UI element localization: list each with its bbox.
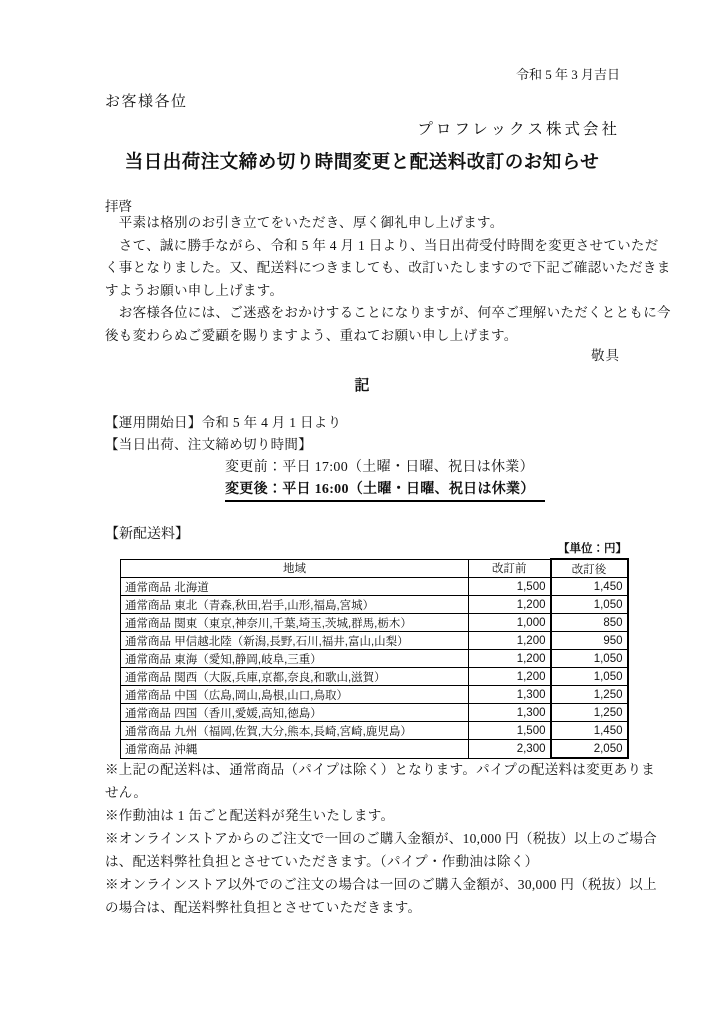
table-row <box>121 668 628 686</box>
operation-start-date: 【運用開始日】令和 5 年 4 月 1 日より <box>105 415 342 430</box>
table-row <box>121 596 628 614</box>
region-cell: 通常商品 関西（大阪,兵庫,京都,奈良,和歌山,滋賀） <box>121 668 469 686</box>
price-before-cell: 1,300 <box>469 686 551 704</box>
company-name: プロフレックス株式会社 <box>417 121 620 138</box>
price-after-cell: 1,050 <box>551 668 628 686</box>
table-row <box>121 704 628 722</box>
table-header-row <box>121 559 628 578</box>
note-line: ※上記の配送料は、通常商品（パイプは除く）となります。パイプの配送料は変更ありま <box>105 762 656 777</box>
body-line: すようお願い申し上げます。 <box>105 282 284 298</box>
body-line: く事となりました。又、配送料につきましても、改訂いたしますので下記ご確認いただきま <box>105 260 671 276</box>
body-line: 平素は格別のお引き立てをいただき、厚く御礼申し上げます。 <box>105 215 504 230</box>
shipping-fee-table-wrapper <box>120 558 629 759</box>
table-body <box>121 578 628 759</box>
region-cell: 通常商品 甲信越北陸（新潟,長野,石川,福井,富山,山梨） <box>121 632 469 650</box>
letter-date: 令和 5 年 3 月吉日 <box>515 67 620 82</box>
table-row <box>121 650 628 668</box>
table-row <box>121 686 628 704</box>
note-line: ※オンラインストア以外でのご注文の場合は一回のご購入金額が、30,000 円（税抜）以上 <box>105 877 657 892</box>
table-row <box>121 632 628 650</box>
region-cell: 通常商品 東海（愛知,静岡,岐阜,三重） <box>121 650 469 668</box>
price-before-cell: 1,300 <box>469 704 551 722</box>
price-after-cell: 1,250 <box>551 704 628 722</box>
note-line: せん。 <box>105 785 148 800</box>
shipping-fee-table <box>120 558 629 759</box>
price-before-cell: 1,200 <box>469 596 551 614</box>
region-cell: 通常商品 四国（香川,愛媛,高知,徳島） <box>121 704 469 722</box>
salutation: 拝啓 <box>105 199 132 214</box>
note-line: ※作動油は 1 缶ごと配送料が発生いたします。 <box>105 808 395 823</box>
body-line: お客様各位には、ご迷惑をおかけすることになりますが、何卒ご理解いただくとともに今 <box>105 305 671 321</box>
record-marker: 記 <box>354 378 370 394</box>
price-after-cell: 1,250 <box>551 686 628 704</box>
region-cell: 通常商品 関東（東京,神奈川,千葉,埼玉,茨城,群馬,栃木） <box>121 614 469 632</box>
letter-title: 当日出荷注文締め切り時間変更と配送料改訂のお知らせ <box>124 153 600 173</box>
price-after-cell: 850 <box>551 614 628 632</box>
region-cell: 通常商品 九州（福岡,佐賀,大分,熊本,長崎,宮崎,鹿児島） <box>121 722 469 740</box>
col-header-after: 改訂後 <box>551 559 628 578</box>
table-row <box>121 722 628 740</box>
table-row <box>121 578 628 596</box>
unit-label: 【単位：円】 <box>558 543 627 555</box>
region-cell: 通常商品 北海道 <box>121 578 469 596</box>
price-after-cell: 1,450 <box>551 578 628 596</box>
note-line: は、配送料弊社負担とさせていただきます。（パイプ・作動油は除く） <box>105 854 539 869</box>
recipient: お客様各位 <box>105 94 188 110</box>
new-shipping-fee-heading: 【新配送料】 <box>105 527 189 542</box>
price-before-cell: 1,200 <box>469 650 551 668</box>
note-line: ※オンラインストアからのご注文で一回のご購入金額が、10,000 円（税抜）以上のご場合 <box>105 831 657 846</box>
price-before-cell: 2,300 <box>469 740 551 759</box>
body-paragraphs <box>105 212 671 348</box>
closing-word: 敬具 <box>591 348 620 363</box>
cutoff-after-line <box>225 478 545 502</box>
price-after-cell: 1,450 <box>551 722 628 740</box>
price-before-cell: 1,200 <box>469 668 551 686</box>
cutoff-after-underlined-text: 変更後：平日 16:00（土曜・日曜、祝日は休業） <box>225 478 545 502</box>
region-cell: 通常商品 東北（青森,秋田,岩手,山形,福島,宮城） <box>121 596 469 614</box>
table-row <box>121 614 628 632</box>
body-line: さて、誠に勝手ながら、令和 5 年 4 月 1 日より、当日出荷受付時間を変更させていただ <box>105 237 659 253</box>
price-before-cell: 1,000 <box>469 614 551 632</box>
col-header-before: 改訂前 <box>469 559 551 578</box>
region-cell: 通常商品 中国（広島,岡山,島根,山口,鳥取） <box>121 686 469 704</box>
price-before-cell: 1,200 <box>469 632 551 650</box>
cutoff-heading: 【当日出荷、注文締め切り時間】 <box>105 437 312 452</box>
region-cell: 通常商品 沖縄 <box>121 740 469 759</box>
price-after-cell: 2,050 <box>551 740 628 759</box>
price-after-cell: 1,050 <box>551 650 628 668</box>
body-line: 後も変わらぬご愛顧を賜りますよう、重ねてお願い申し上げます。 <box>105 327 518 343</box>
price-before-cell: 1,500 <box>469 722 551 740</box>
cutoff-before-line: 変更前：平日 17:00（土曜・日曜、祝日は休業） <box>225 460 534 475</box>
col-header-region: 地域 <box>121 559 469 578</box>
price-before-cell: 1,500 <box>469 578 551 596</box>
notes <box>105 758 657 919</box>
price-after-cell: 950 <box>551 632 628 650</box>
price-after-cell: 1,050 <box>551 596 628 614</box>
note-line: の場合は、配送料弊社負担とさせていただきます。 <box>105 900 422 915</box>
table-row <box>121 740 628 759</box>
